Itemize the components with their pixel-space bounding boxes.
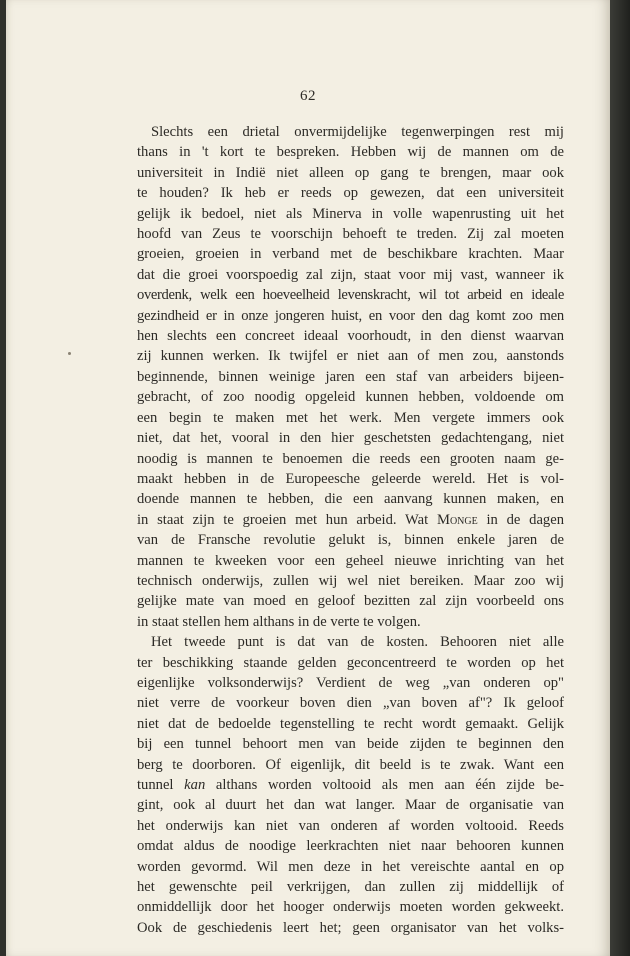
margin-speck <box>68 352 71 355</box>
emphasized-word: kan <box>184 777 206 793</box>
book-page <box>6 0 610 956</box>
text-line: overdenk, welk een hoeveelheid levenskracht, wil tot arbeid en ideale <box>137 287 564 304</box>
text-line: hoofd van Zeus te voorschijn behoeft te treden. Zij zal moeten <box>137 226 564 243</box>
text-fragment: althans worden voltooid als men aan één zijde be- <box>205 777 564 793</box>
text-line: van de Fransche revolutie gelukt is, binnen enkele jaren de <box>137 532 564 549</box>
text-line: een begin te maken met het werk. Men vergete immers ook <box>137 409 564 426</box>
text-line: te houden? Ik heb er reeds op gewezen, dat een universiteit <box>137 185 564 202</box>
text-fragment: tunnel <box>137 777 185 793</box>
text-line-with-name <box>137 510 564 530</box>
text-line: worden gevormd. Wil men deze in het vereischte aantal en op <box>137 858 564 875</box>
text-line: technisch onderwijs, zullen wij wel niet bereiken. Maar zoo wij <box>137 572 564 589</box>
paragraph-1 <box>137 122 564 632</box>
text-fragment: in staat zijn te groeien met hun arbeid. Wat <box>137 511 437 528</box>
text-line: gint, ook al duurt het dan wat langer. Maar de organisatie van <box>137 797 564 814</box>
text-line: thans in 't kort te bespreken. Hebben wij de mannen om de <box>137 144 564 161</box>
text-line: bij een tunnel behoort men van beide zijden te beginnen den <box>137 736 564 753</box>
text-line: omdat aldus de noodige leerkrachten niet naar behooren kunnen <box>137 838 564 855</box>
text-line: groeien, groeien in verband met de beschikbare krachten. Maar <box>137 246 564 263</box>
person-name: Monge <box>436 511 478 528</box>
body-text <box>137 122 564 938</box>
text-line: het gewenschte peil verkrijgen, dan zullen zij middellijk of <box>137 879 564 896</box>
page-number: 62 <box>300 88 316 104</box>
text-line: noodig is mannen te benoemen die reeds een grooten naam ge- <box>137 450 564 467</box>
scan-background-edge <box>610 0 630 956</box>
text-line: mannen te kweeken voor een geheel nieuwe inrichting van het <box>137 552 564 569</box>
text-line: gelijke mate van moed en geloof bezitten zal zijn voorbeeld ons <box>137 593 564 610</box>
text-line: gezindheid er in onze jongeren huist, en voor den dag komt zoo men <box>137 307 564 324</box>
text-line: zij kunnen werken. Ik twijfel er niet aan of men zou, aanstonds <box>137 348 564 365</box>
text-line: Het tweede punt is dat van de kosten. Behooren niet alle <box>151 634 564 651</box>
text-line: dat die groei voorspoedig zal zijn, staat voor mij vast, wanneer ik <box>137 266 564 283</box>
text-line: berg te doorboren. Of eigenlijk, dit beeld is te zwak. Want een <box>137 756 564 773</box>
text-line: hen slechts een concreet ideaal voorhoudt, in den dienst waarvan <box>137 328 564 345</box>
text-line: het onderwijs kan niet van onderen af worden voltooid. Reeds <box>137 817 564 834</box>
text-line: niet verre de voorkeur boven dien „van boven af"? Ik geloof <box>137 695 564 712</box>
text-line: doende mannen te hebben, die een aanvang kunnen maken, en <box>137 491 564 508</box>
text-line: beginnende, binnen weinige jaren een staf van arbeiders bijeen- <box>137 368 564 385</box>
text-line: Ook de geschiedenis leert het; geen organisator van het volks- <box>137 919 564 936</box>
text-line: eigenlijke volksonderwijs? Verdient de weg „van onderen op" <box>137 674 564 691</box>
text-fragment: in de dagen <box>477 511 564 528</box>
text-line: gelijk ik bedoel, niet als Minerva in volle wapenrusting uit het <box>137 205 564 222</box>
text-line: ter beschikking staande gelden geconcentreerd te worden op het <box>137 654 564 671</box>
text-line: niet, dat het, vooral in den hier geschetsten gedachtengang, niet <box>137 430 564 447</box>
text-line: universiteit in Indië niet alleen op gang te brengen, maar ook <box>137 164 564 181</box>
text-line: maakt hebben in de Europeesche geleerde wereld. Het is vol- <box>137 470 564 487</box>
text-line: niet dat de bedoelde tegenstelling te recht wordt gemaakt. Gelijk <box>137 715 564 732</box>
text-line: Slechts een drietal onvermijdelijke tegenwerpingen rest mij <box>151 124 564 140</box>
text-line: gebracht, of zoo noodig opgeleid kunnen hebben, voldoende om <box>137 389 564 406</box>
paragraph-2 <box>137 632 564 938</box>
text-line: onmiddellijk door het hooger onderwijs moeten worden gekweekt. <box>137 899 564 916</box>
text-line: in staat stellen hem althans in de verte te volgen. <box>137 613 421 630</box>
text-line-with-emphasis <box>137 775 564 795</box>
